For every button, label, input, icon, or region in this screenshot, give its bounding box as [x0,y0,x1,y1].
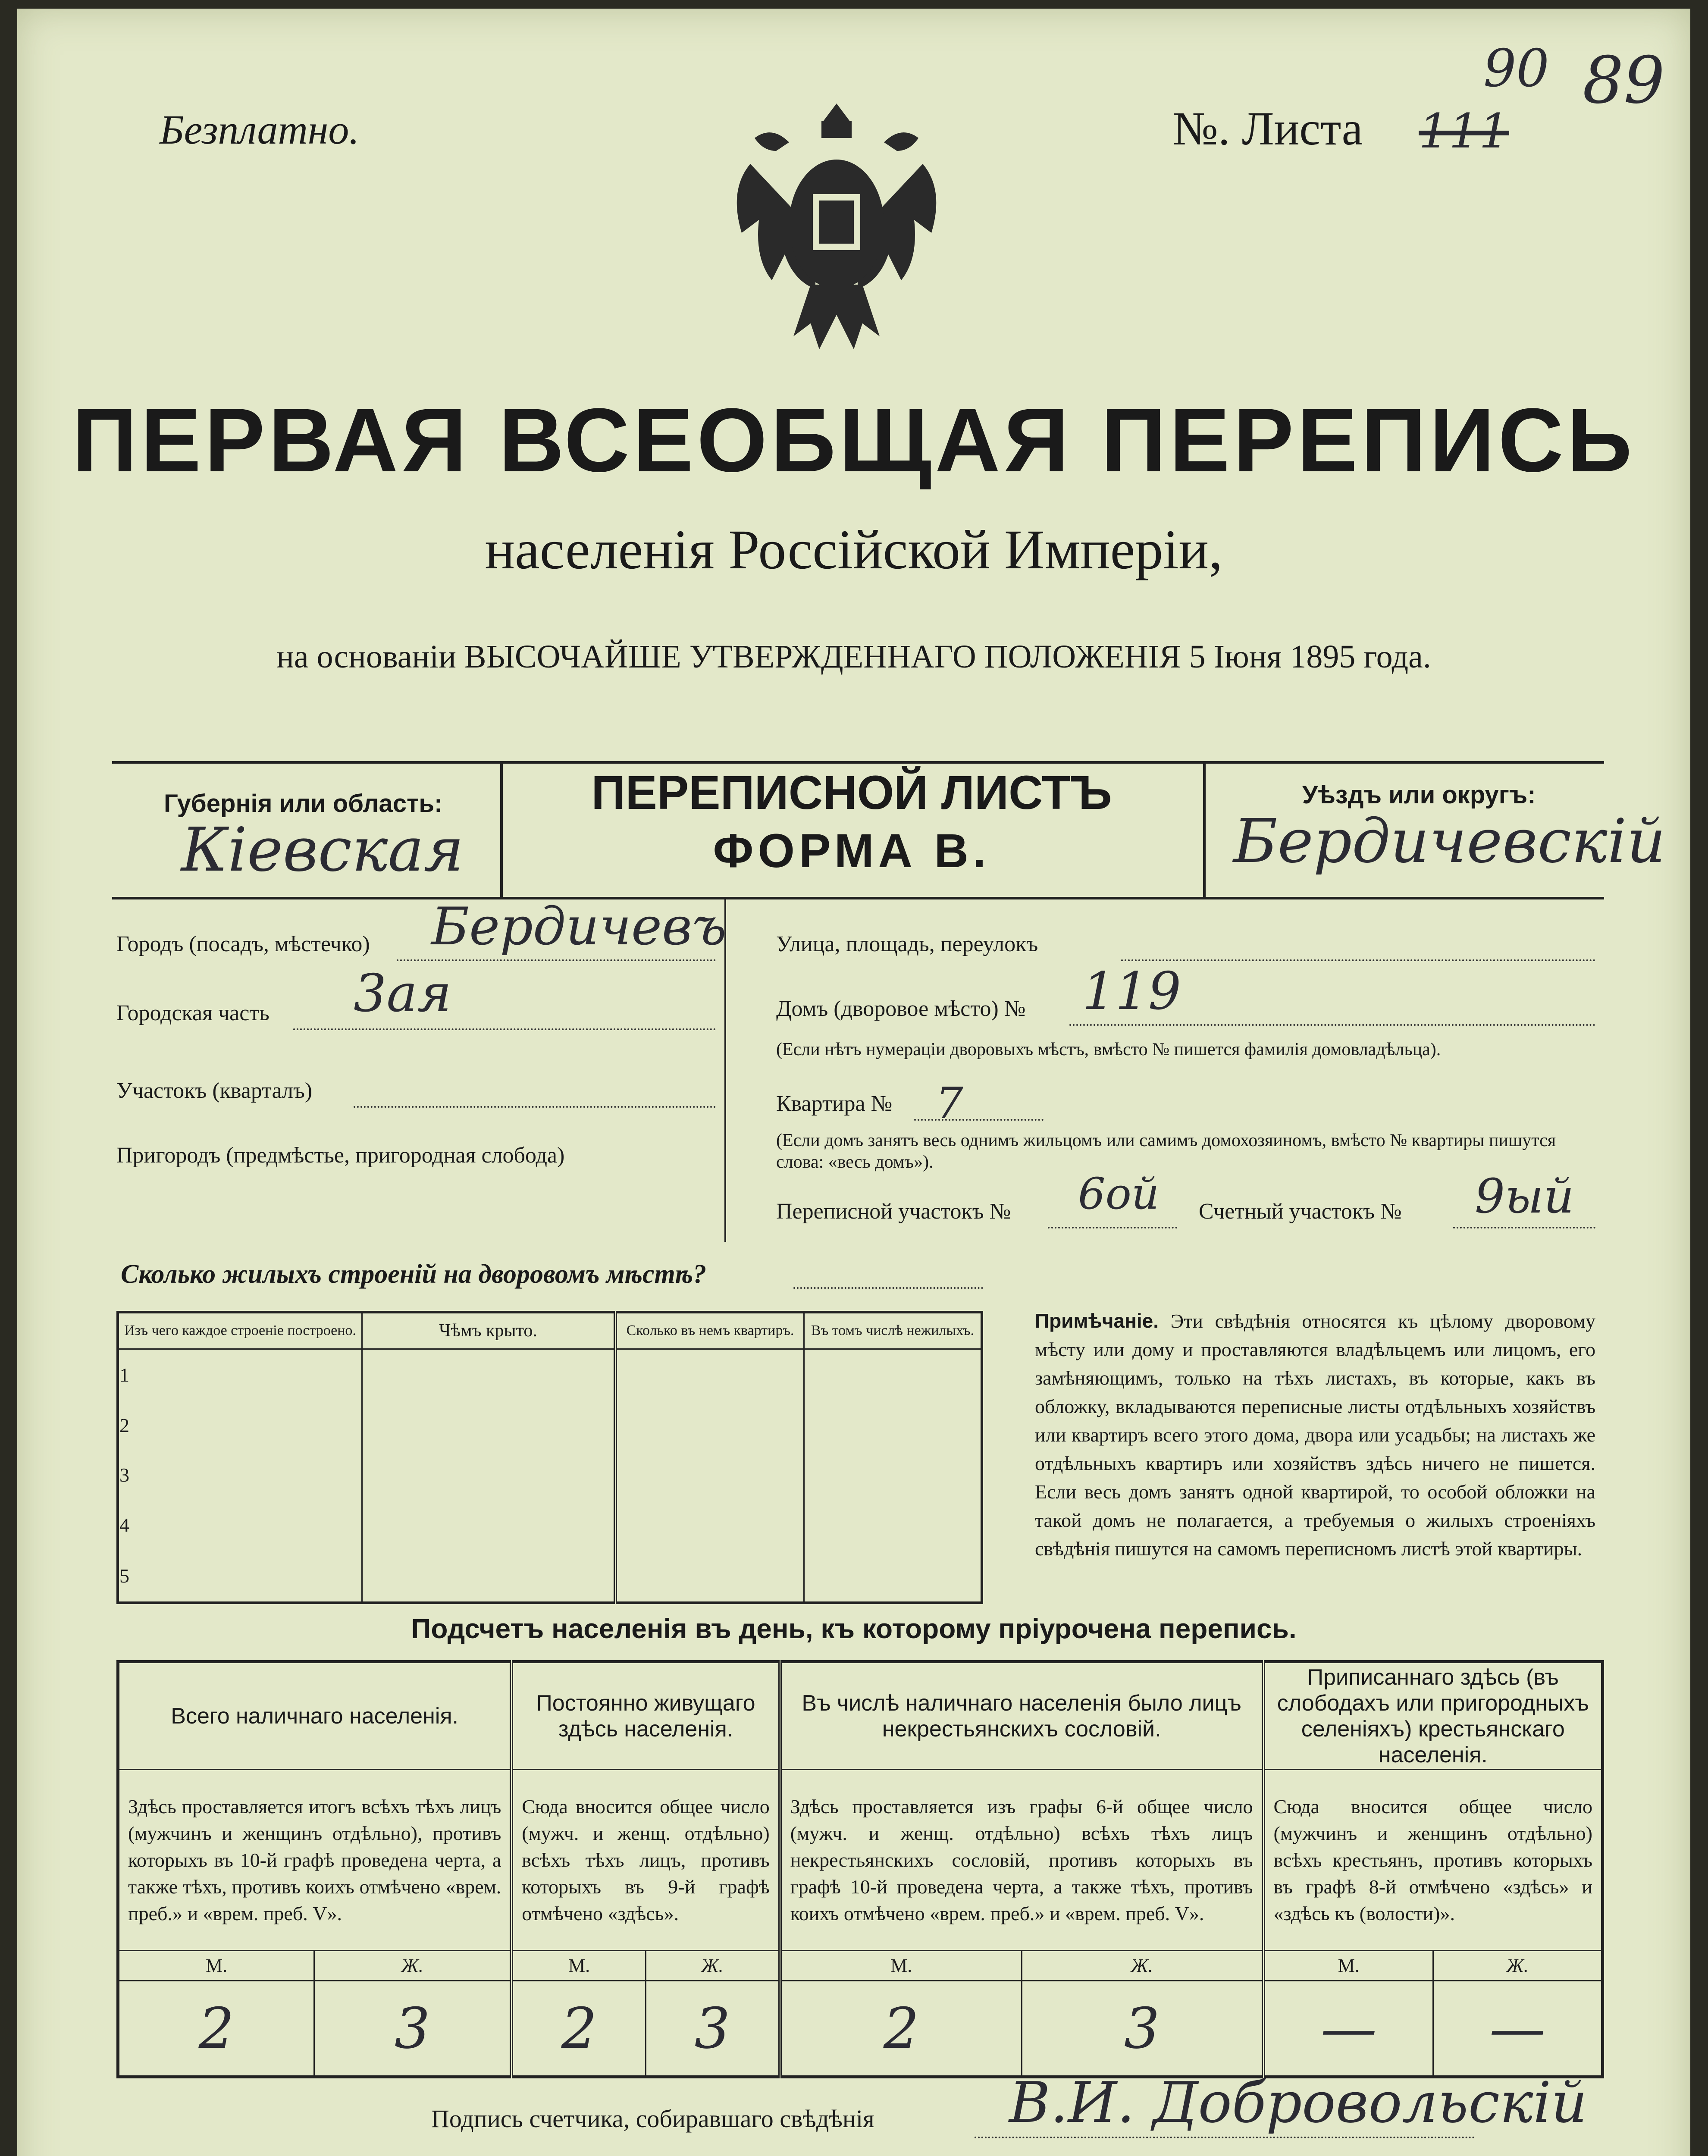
suburb-label: Пригородъ (предмѣстье, пригородная слобода) [116,1143,565,1168]
population-count-title: Подсчетъ населенія въ день, къ которому пріурочена перепись. [411,1613,1297,1644]
present-male-header: М. [118,1951,314,1981]
population-desc-non-peasant: Здѣсь проставляется изъ графы 6-й общее число (мужч. и женщ. отдѣльно) всѣхъ тѣхъ лицъ некрестьянскихъ сословій, противъ которыхъ въ графѣ 10-й проведена черта, а также тѣхъ, противъ коихъ отмѣчено «врем. преб.» и «врем. преб. V». [780,1770,1263,1951]
buildings-col-uninhabited: Въ томъ числѣ нежилыхъ. [804,1312,982,1349]
population-col-peasant: Приписаннаго здѣсь (въ слободахъ или пригородныхъ селеніяхъ) крестьянскаго населенія. [1263,1662,1603,1770]
imperial-eagle-emblem [724,95,949,362]
form-title: ПЕРЕПИСНОЙ ЛИСТЪ [591,766,1112,819]
province-label: Губернія или область: [164,790,443,818]
buildings-col-apartments: Сколько въ немъ квартиръ. [615,1312,804,1349]
enumerator-signature: В.И. Добровольскій [1009,2070,1587,2135]
census-district-value: 6ой [1078,1169,1160,1219]
sheet-number-handwritten-2: 89 [1583,43,1665,118]
district-value: Бердичевскій [1233,806,1666,877]
peasant-male-header: М. [1263,1951,1433,1981]
street-label: Улица, площадь, переулокъ [776,932,1038,956]
sheet-number-label: №. Листа [1173,102,1363,155]
apartment-label: Квартира № [776,1091,893,1116]
census-basis: на основаніи ВЫСОЧАЙШЕ УТВЕРЖДЕННАГО ПОЛОЖЕНІЯ 5 Іюня 1895 года. [276,639,1431,675]
city-part-value: 3ая [354,964,452,1024]
census-sheet [17,9,1690,2156]
peasant-female-header: Ж. [1433,1951,1603,1981]
non-peasant-female-value: 3 [1022,1981,1263,2077]
permanent-female-header: Ж. [646,1951,780,1981]
population-col-non-peasant: Въ числѣ наличнаго населенія было лицъ некрестьянскихъ сословій. [780,1662,1263,1770]
counting-district-value: 9ый [1475,1169,1574,1224]
buildings-col-material: Изъ чего каждое строеніе построено. [118,1312,362,1349]
non-peasant-male-value: 2 [780,1981,1022,2077]
census-title: ПЕРВАЯ ВСЕОБЩАЯ ПЕРЕПИСЬ [72,389,1636,491]
city-value: Бердичевъ [431,897,727,957]
population-table [116,1660,1604,2078]
enumerator-signature-label: Подпись счетчика, собиравшаго свѣдѣнія [431,2105,874,2133]
non-peasant-male-header: М. [780,1951,1022,1981]
precinct-label: Участокъ (кварталъ) [116,1078,313,1103]
counting-district-label: Счетный участокъ № [1199,1199,1402,1224]
non-peasant-female-header: Ж. [1022,1951,1263,1981]
buildings-row-4: 4 [118,1500,362,1550]
population-col-permanent: Постоянно живущаго здѣсь населенія. [511,1662,780,1770]
apartment-note: (Если домъ занятъ весь однимъ жильцомъ или самимъ домохозяиномъ, вмѣсто № квартиры пишутся слова: «весь домъ»). [776,1131,1556,1172]
permanent-male-header: М. [511,1951,646,1981]
house-note: (Если нѣтъ нумераціи дворовыхъ мѣстъ, вмѣсто № пишется фамилія домовладѣльца). [776,1040,1441,1059]
province-value: Кіевская [181,815,464,885]
peasant-male-value: — [1263,1981,1433,2077]
present-male-value: 2 [118,1981,314,2077]
census-subtitle: населенія Россійской Имперіи, [485,519,1223,581]
present-female-header: Ж. [314,1951,512,1981]
buildings-note: Примѣчаніе. Эти свѣдѣнія относятся къ цѣлому дворовому мѣсту или дому и проставляются владѣльцемъ или лицомъ, его замѣняющимъ, только на тѣхъ листахъ, въ которые, какъ въ обложку, вкладываются переписные листы отдѣльныхъ хозяйствъ или квартиръ всего этого дома, двора или усадьбы; на листахъ же отдѣльныхъ квартиръ или хозяйствъ здѣсь ничего не пишется. Если весь домъ занятъ одной квартирой, то особой обложки на такой домъ не полагается, а требуемыя о жилыхъ строеніяхъ свѣдѣнія пишутся на самомъ переписномъ листѣ этой квартиры. [1035,1310,1595,1560]
buildings-row-2: 2 [118,1400,362,1450]
buildings-question: Сколько жилыхъ строеній на дворовомъ мѣстѣ? [121,1260,707,1289]
sheet-number-crossed: 111 [1419,103,1509,159]
apartment-value: 7 [936,1078,963,1128]
buildings-col-roof: Чѣмъ крыто. [362,1312,616,1349]
population-desc-present: Здѣсь проставляется итогъ всѣхъ тѣхъ лицъ (мужчинъ и женщинъ отдѣльно), противъ которыхъ въ 10-й графѣ проведена черта, а также тѣхъ, противъ коихъ отмѣчено «врем. преб.» и «врем. преб. V». [118,1770,512,1951]
buildings-table [116,1311,983,1604]
permanent-female-value: 3 [646,1981,780,2077]
population-col-present: Всего наличнаго населенія. [118,1662,512,1770]
free-label: Безплатно. [160,107,360,153]
buildings-row-1: 1 [118,1349,362,1400]
city-label: Городъ (посадъ, мѣстечко) [116,932,370,956]
house-label: Домъ (дворовое мѣсто) № [776,997,1026,1021]
population-desc-peasant: Сюда вносится общее число (мужчинъ и женщинъ отдѣльно) всѣхъ крестьянъ, противъ которыхъ въ графѣ 8-й отмѣчено «здѣсь» и «здѣсь къ (волости)». [1263,1770,1603,1951]
present-female-value: 3 [314,1981,512,2077]
buildings-row-3: 3 [118,1450,362,1500]
house-value: 119 [1082,962,1181,1022]
population-desc-permanent: Сюда вносится общее число (мужч. и женщ. отдѣльно) всѣхъ тѣхъ лицъ, противъ которыхъ въ 9-й графѣ отмѣчено «здѣсь». [511,1770,780,1951]
peasant-female-value: — [1433,1981,1603,2077]
city-part-label: Городская часть [116,1001,270,1025]
census-district-label: Переписной участокъ № [776,1199,1011,1224]
permanent-male-value: 2 [511,1981,646,2077]
buildings-row-5: 5 [118,1550,362,1603]
form-code: ФОРМА В. [713,824,990,877]
district-label: Уѣздъ или округъ: [1302,781,1536,809]
sheet-number-handwritten-1: 90 [1483,39,1549,99]
